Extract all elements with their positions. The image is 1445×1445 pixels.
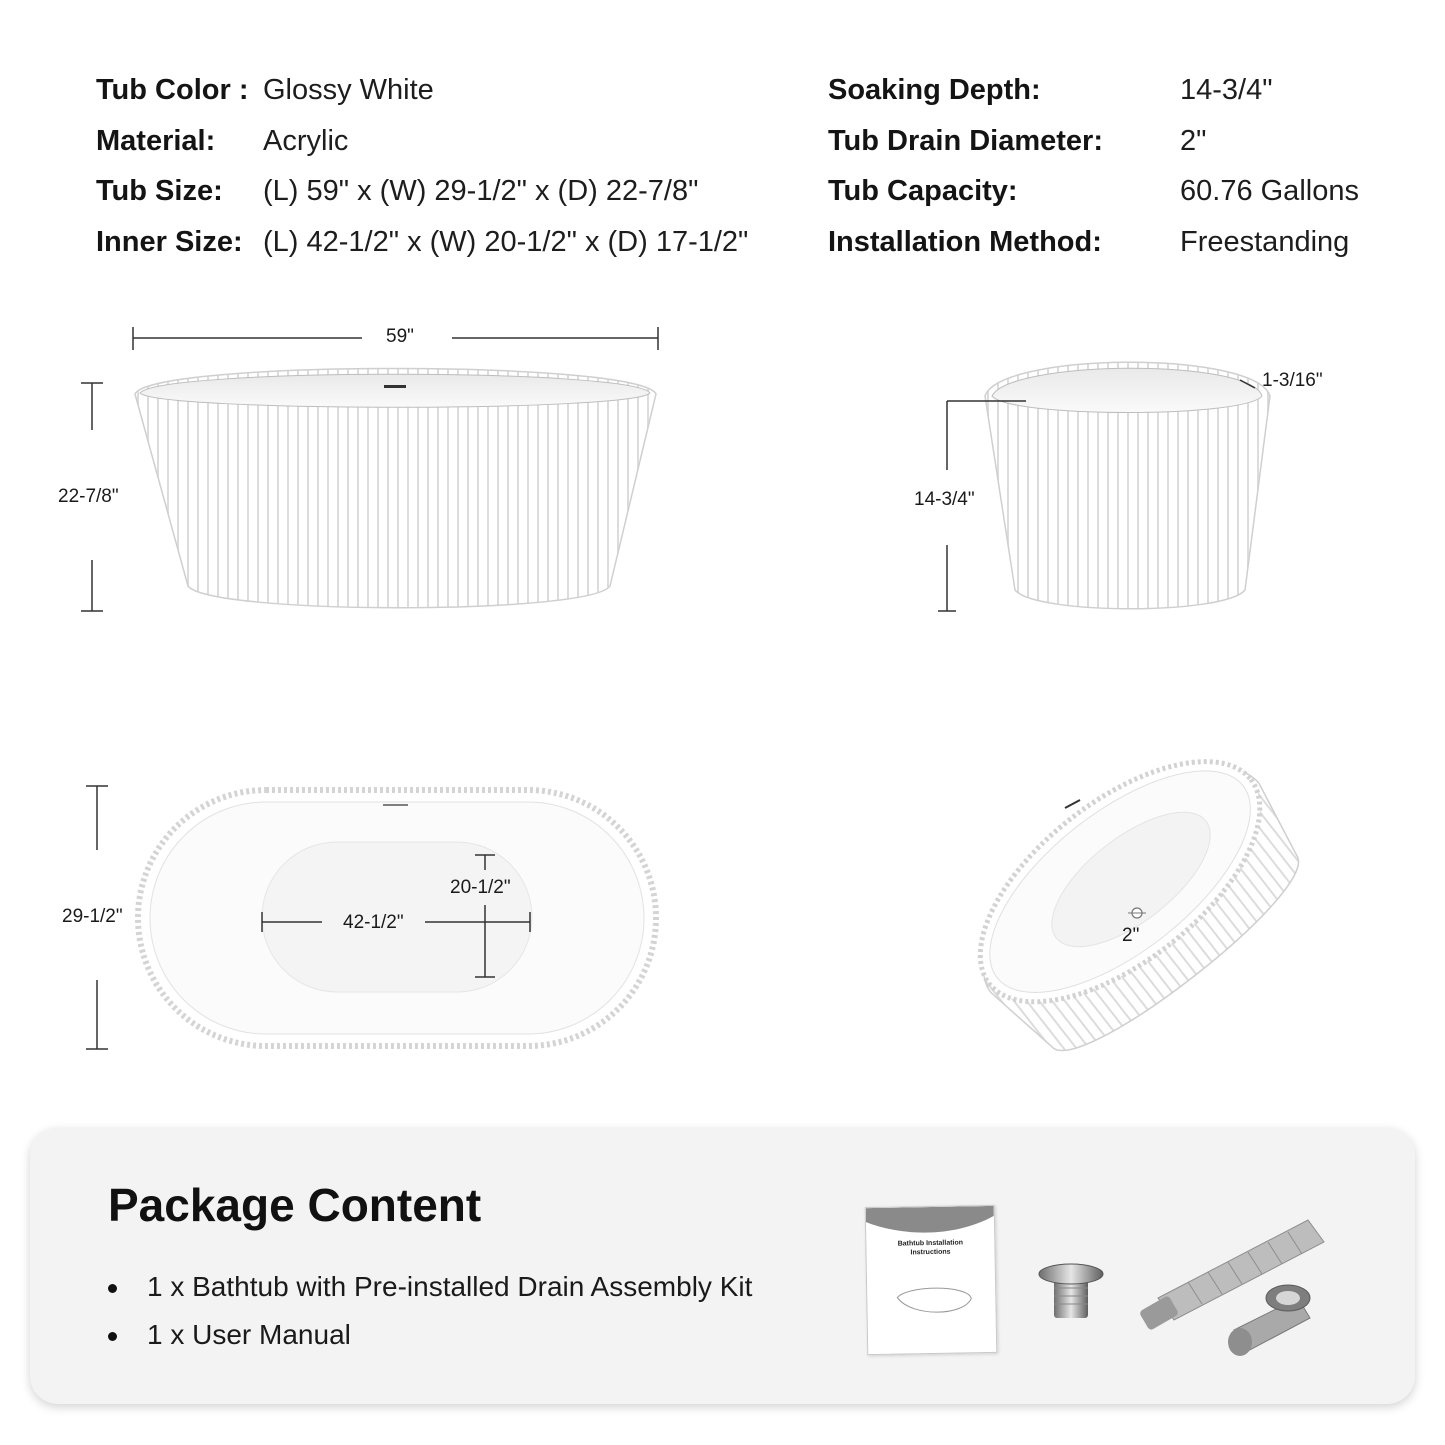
package-item-label: 1 x User Manual	[147, 1319, 351, 1350]
dim-side-rim: 1-3/16"	[1262, 370, 1323, 391]
spec-label-tub-color: Tub Color :	[96, 74, 249, 106]
spec-value-capacity: 60.76 Gallons	[1180, 175, 1359, 207]
tub-angled-view	[937, 714, 1328, 1081]
manual-cover-title	[866, 1238, 994, 1258]
spec-value-tub-size: (L) 59" x (W) 29-1/2" x (D) 22-7/8"	[263, 175, 699, 207]
spec-label-soaking-depth: Soaking Depth:	[828, 74, 1041, 106]
tub-front-view	[81, 327, 658, 611]
dim-front-length: 59"	[386, 326, 414, 347]
manual-title-line2: Instructions	[910, 1248, 951, 1257]
manual-cover-art	[866, 1206, 997, 1354]
spec-value-tub-color: Glossy White	[263, 74, 434, 106]
spec-label-tub-size: Tub Size:	[96, 175, 223, 207]
dim-side-depth: 14-3/4"	[914, 489, 975, 510]
dim-inner-length: 42-1/2"	[343, 912, 404, 933]
spec-label-capacity: Tub Capacity:	[828, 175, 1018, 207]
spec-value-soaking-depth: 14-3/4"	[1180, 74, 1273, 106]
spec-label-installation: Installation Method:	[828, 226, 1102, 258]
spec-value-installation: Freestanding	[1180, 226, 1350, 258]
dim-front-height: 22-7/8"	[58, 486, 119, 507]
tub-side-view	[938, 362, 1270, 611]
package-item-label: 1 x Bathtub with Pre-installed Drain Assembly Kit	[147, 1271, 753, 1302]
drain-hose-image	[1138, 1202, 1338, 1372]
drain-stopper-image	[1036, 1260, 1106, 1322]
package-item	[108, 1271, 752, 1303]
dim-top-width: 29-1/2"	[62, 906, 123, 927]
dim-inner-width: 20-1/2"	[450, 877, 511, 898]
spec-value-material: Acrylic	[263, 125, 349, 157]
dim-drain: 2"	[1122, 925, 1140, 946]
package-content-panel	[30, 1128, 1415, 1404]
spec-label-material: Material:	[96, 125, 216, 157]
bullet-icon	[108, 1284, 117, 1293]
package-item	[108, 1319, 351, 1351]
bullet-icon	[108, 1332, 117, 1341]
spec-value-inner-size: (L) 42-1/2" x (W) 20-1/2" x (D) 17-1/2"	[263, 226, 749, 258]
manual-title-line1: Bathtub Installation	[897, 1239, 964, 1248]
package-title: Package Content	[108, 1179, 482, 1231]
spec-value-drain-diameter: 2"	[1180, 125, 1207, 157]
user-manual-image	[865, 1205, 998, 1355]
spec-label-inner-size: Inner Size:	[96, 226, 243, 258]
spec-label-drain-diameter: Tub Drain Diameter:	[828, 125, 1104, 157]
